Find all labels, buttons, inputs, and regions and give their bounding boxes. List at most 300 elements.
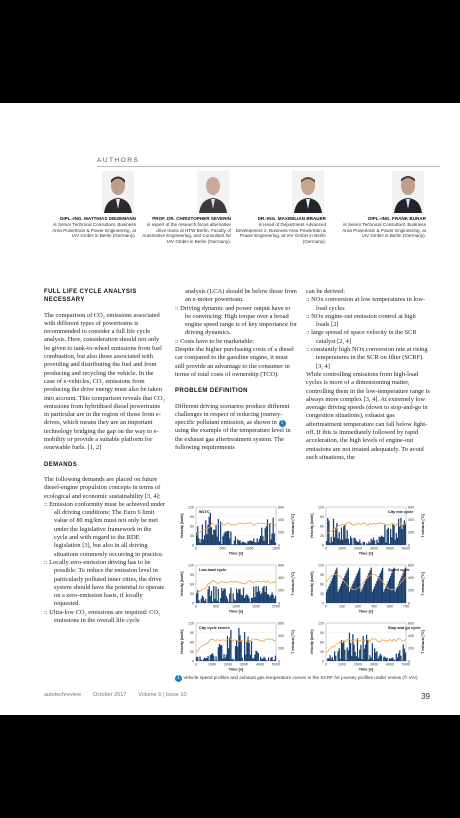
velocity-bar <box>237 647 238 661</box>
velocity-bar <box>202 524 203 545</box>
velocity-bar <box>381 570 382 603</box>
velocity-bar <box>377 659 378 661</box>
velocity-bar <box>213 656 214 661</box>
velocity-bar <box>363 542 364 545</box>
author-card <box>44 171 136 239</box>
velocity-bar <box>252 598 253 603</box>
velocity-bar <box>247 637 248 661</box>
velocity-bar <box>201 599 202 603</box>
velocity-bar <box>357 638 358 661</box>
velocity-bar <box>228 531 229 545</box>
author-bio: is expert of the research focus alternative drive trains at HTW Berlin, Faculty of Automotive Engineering, and Consultant for IAV GmbH in Berlin (Germany). <box>142 221 231 245</box>
y2-tick-label: 0 <box>408 543 410 548</box>
velocity-bar <box>361 659 362 661</box>
x-tick-label: 0 <box>325 662 327 667</box>
velocity-bar <box>238 589 239 603</box>
velocity-bar <box>383 592 384 603</box>
velocity-bar <box>360 592 361 603</box>
velocity-bar <box>263 657 264 661</box>
velocity-bar <box>345 660 346 661</box>
velocity-bar <box>261 593 262 603</box>
y-tick-label: 120 <box>188 563 194 568</box>
x-tick-label: 2000 <box>354 662 362 667</box>
list-item: :: Costs have to be marketable: <box>175 337 254 345</box>
velocity-bar <box>384 525 385 545</box>
velocity-bar <box>329 543 330 545</box>
velocity-bar <box>352 584 353 603</box>
velocity-bar <box>251 641 252 661</box>
velocity-bar <box>397 657 398 661</box>
velocity-bar <box>271 534 272 545</box>
velocity-bar <box>329 584 330 603</box>
velocity-bar <box>356 656 357 661</box>
velocity-bar <box>374 540 375 545</box>
velocity-bar <box>212 653 213 661</box>
x-tick-label: 0 <box>195 662 197 667</box>
velocity-bar <box>404 570 405 603</box>
velocity-bar <box>333 576 334 603</box>
y2-tick-label: 0 <box>408 601 410 606</box>
velocity-bar <box>196 657 197 661</box>
velocity-bar <box>340 539 341 545</box>
velocity-bar <box>246 594 247 603</box>
velocity-bar <box>219 602 220 603</box>
author-card <box>234 171 326 245</box>
velocity-bar <box>253 587 254 603</box>
velocity-bar <box>260 536 261 545</box>
velocity-bar <box>275 656 276 661</box>
velocity-bar <box>209 660 210 661</box>
velocity-bar <box>222 536 223 545</box>
journal-name: autotechreview <box>44 692 81 698</box>
velocity-bar <box>234 660 235 661</box>
velocity-bar <box>236 544 237 545</box>
y2-tick-label: 200 <box>408 588 414 593</box>
velocity-bar <box>207 589 208 603</box>
velocity-bar <box>379 536 380 545</box>
velocity-bar <box>257 651 258 661</box>
velocity-bar <box>343 578 344 603</box>
velocity-bar <box>363 636 364 661</box>
velocity-bar <box>275 596 276 603</box>
velocity-bar <box>230 532 231 545</box>
velocity-bar <box>355 652 356 661</box>
velocity-bar <box>245 542 246 545</box>
y2-tick-label: 0 <box>278 601 280 606</box>
velocity-bar <box>349 592 350 603</box>
velocity-bar <box>397 586 398 603</box>
velocity-bar <box>353 644 354 661</box>
velocity-bar <box>392 570 393 603</box>
velocity-bar <box>385 586 386 603</box>
velocity-bar <box>223 588 224 603</box>
y2-tick-label: 200 <box>278 530 284 535</box>
velocity-bar <box>331 581 332 603</box>
velocity-bar <box>396 589 397 603</box>
y2-tick-label: 600 <box>278 505 284 510</box>
velocity-bar <box>233 593 234 603</box>
velocity-bar <box>333 519 334 545</box>
x-tick-label: 3000 <box>370 662 378 667</box>
y-tick-label: 120 <box>318 563 324 568</box>
velocity-bar <box>341 527 342 545</box>
volume-issue: Volume 6 | Issue 10 <box>138 692 187 698</box>
velocity-bar <box>359 650 360 661</box>
velocity-bar <box>405 568 406 603</box>
velocity-bar <box>273 518 274 545</box>
velocity-bar <box>366 578 367 603</box>
y-tick-label: 0 <box>192 659 194 664</box>
y-tick-label: 90 <box>320 572 324 577</box>
velocity-bar <box>405 652 406 661</box>
y2-tick-label: 200 <box>408 646 414 651</box>
y-axis-label: Velocity [km/h] <box>310 629 314 655</box>
velocity-bar <box>328 658 329 661</box>
y2-tick-label: 400 <box>408 517 414 522</box>
velocity-bar <box>375 652 376 661</box>
velocity-bar <box>203 597 204 603</box>
velocity-bar <box>364 649 365 661</box>
velocity-bar <box>269 523 270 545</box>
velocity-bar <box>209 586 210 603</box>
velocity-bar <box>372 592 373 603</box>
velocity-bar <box>268 594 269 603</box>
x-tick-label: 1000 <box>245 546 254 551</box>
y2-tick-label: 600 <box>278 621 284 626</box>
velocity-bar <box>249 643 250 661</box>
velocity-bar <box>217 601 218 603</box>
velocity-bar <box>390 529 391 545</box>
velocity-bar <box>228 602 229 603</box>
velocity-bar <box>353 581 354 603</box>
y2-tick-label: 600 <box>408 563 414 568</box>
y2-tick-label: 200 <box>278 646 284 651</box>
y-tick-label: 120 <box>318 621 324 626</box>
velocity-bar <box>245 595 246 603</box>
cycle-label: Stop and go cycle <box>388 626 421 630</box>
velocity-bar <box>400 656 401 661</box>
velocity-bar <box>356 541 357 545</box>
velocity-bar <box>363 586 364 603</box>
velocity-bar <box>201 539 202 545</box>
velocity-bar <box>396 533 397 545</box>
velocity-bar <box>262 588 263 603</box>
velocity-bar <box>262 659 263 661</box>
velocity-bar <box>340 659 341 661</box>
velocity-bar <box>327 658 328 661</box>
y2-tick-label: 400 <box>278 575 284 580</box>
velocity-bar <box>332 657 333 661</box>
velocity-bar <box>355 538 356 545</box>
velocity-bar <box>334 573 335 603</box>
velocity-bar <box>252 658 253 661</box>
velocity-bar <box>403 644 404 661</box>
list-item: :: Emission conformity must be achieved under all driving conditions: The Euro 6 limit value of 80 mg/km must not only be met under the legislative framework in the cycle and with regard to the RDE legislation [3], but also in all driving situations commonly occurring in practice. <box>44 500 166 558</box>
velocity-bar <box>374 648 375 661</box>
velocity-bar <box>367 640 368 661</box>
velocity-bar <box>371 568 372 603</box>
cycle-label: Low-load cycle <box>199 568 227 572</box>
velocity-bar <box>253 538 254 545</box>
text-column-1 <box>44 288 166 625</box>
velocity-bar <box>260 594 261 603</box>
velocity-bar <box>271 592 272 603</box>
velocity-bar <box>384 589 385 603</box>
velocity-bar <box>266 586 267 603</box>
y2-axis-label: T exhaust [°C] <box>421 572 425 596</box>
velocity-bar <box>203 659 204 661</box>
velocity-bar <box>373 660 374 661</box>
velocity-bar <box>358 570 359 603</box>
velocity-bar <box>229 593 230 603</box>
velocity-bar <box>389 544 390 545</box>
y-tick-label: 30 <box>190 533 194 538</box>
velocity-bar <box>393 525 394 545</box>
y2-axis-label: T exhaust [°C] <box>291 630 295 654</box>
velocity-bar <box>213 586 214 603</box>
velocity-bar <box>377 543 378 545</box>
y2-tick-label: 400 <box>278 517 284 522</box>
velocity-bar <box>242 596 243 603</box>
velocity-bar <box>352 634 353 661</box>
velocity-bar <box>369 655 370 661</box>
x-axis-label: Time [s] <box>358 609 374 614</box>
velocity-bar <box>405 523 406 545</box>
velocity-bar <box>215 656 216 661</box>
velocity-bar <box>274 534 275 545</box>
velocity-bar <box>214 599 215 603</box>
x-axis-label: Time [s] <box>358 667 374 672</box>
x-tick-label: 5000 <box>402 662 410 667</box>
velocity-bar <box>220 598 221 603</box>
velocity-bar <box>229 638 230 661</box>
y-tick-label: 0 <box>322 659 324 664</box>
velocity-bar <box>359 568 360 603</box>
velocity-bar <box>336 568 337 603</box>
velocity-bar <box>351 656 352 661</box>
velocity-bar <box>230 588 231 603</box>
velocity-bar <box>209 517 210 545</box>
velocity-bar <box>339 589 340 603</box>
velocity-bar <box>207 656 208 661</box>
y-axis-label: Velocity [km/h] <box>180 571 184 597</box>
y2-axis-label: T exhaust [°C] <box>291 514 295 538</box>
velocity-bar <box>247 541 248 545</box>
velocity-bar <box>391 573 392 603</box>
velocity-bar <box>215 587 216 603</box>
velocity-bar <box>376 540 377 545</box>
y-tick-label: 30 <box>320 533 324 538</box>
paragraph: can be derived: <box>306 288 346 295</box>
velocity-bar <box>377 578 378 603</box>
velocity-bar <box>265 528 266 545</box>
velocity-bar <box>239 589 240 603</box>
velocity-bar <box>258 542 259 545</box>
velocity-bar <box>231 659 232 661</box>
y2-tick-label: 0 <box>278 543 280 548</box>
velocity-bar <box>388 581 389 603</box>
velocity-bar <box>382 568 383 603</box>
velocity-bar <box>215 525 216 545</box>
x-tick-label: 2000 <box>354 546 362 551</box>
velocity-bar <box>384 657 385 661</box>
x-axis-label: Time [s] <box>228 609 244 614</box>
velocity-bar <box>350 643 351 661</box>
velocity-bar <box>392 658 393 661</box>
velocity-bar <box>399 527 400 545</box>
velocity-bar <box>252 541 253 545</box>
velocity-bar <box>211 527 212 545</box>
velocity-bar <box>388 528 389 545</box>
velocity-bar <box>365 645 366 661</box>
velocity-bar <box>385 658 386 661</box>
y-axis-label: Velocity [km/h] <box>180 513 184 539</box>
velocity-bar <box>403 573 404 603</box>
velocity-bar <box>374 586 375 603</box>
x-tick-label: 5000 <box>272 662 280 667</box>
page-number: 39 <box>421 692 430 701</box>
velocity-bar <box>205 520 206 545</box>
velocity-bar <box>372 643 373 661</box>
velocity-bar <box>393 568 394 603</box>
velocity-bar <box>371 539 372 545</box>
velocity-bar <box>219 541 220 545</box>
velocity-bar <box>223 534 224 545</box>
velocity-bar <box>251 541 252 545</box>
velocity-bar <box>210 655 211 661</box>
velocity-bar <box>339 648 340 661</box>
y-axis-label: Velocity [km/h] <box>310 513 314 539</box>
velocity-bar <box>210 513 211 545</box>
velocity-bar <box>397 538 398 545</box>
author-name: DIPL.-ING. MATTHIAS DIEZEMANN <box>60 216 136 221</box>
x-tick-label: 0 <box>195 546 197 551</box>
velocity-bar <box>211 591 212 603</box>
velocity-bar <box>274 660 275 661</box>
velocity-bar <box>380 537 381 545</box>
cycle-label: WLTC <box>199 510 210 514</box>
velocity-bar <box>222 591 223 603</box>
author-name: PROF. DR. CHRISTOPHER SEVERIN <box>152 216 231 221</box>
y-tick-label: 90 <box>190 630 194 635</box>
authors-heading: AUTHORS <box>97 157 140 164</box>
x-tick-label: 750 <box>403 604 409 609</box>
velocity-bar <box>331 659 332 661</box>
velocity-bar <box>243 588 244 603</box>
velocity-bar <box>220 522 221 545</box>
velocity-bar <box>400 518 401 545</box>
velocity-bar <box>268 657 269 661</box>
velocity-bar <box>360 543 361 545</box>
paragraph: analysis (LCA) should be below those from an e-motor powertrain. <box>185 288 297 304</box>
velocity-bar <box>327 518 328 545</box>
velocity-bar <box>389 578 390 603</box>
velocity-bar <box>212 602 213 603</box>
velocity-bar <box>344 650 345 661</box>
x-tick-label: 0 <box>195 604 197 609</box>
velocity-bar <box>368 541 369 545</box>
velocity-bar <box>197 526 198 545</box>
velocity-bar <box>396 654 397 661</box>
velocity-bar <box>236 640 237 661</box>
figure-ref-badge: 1 <box>279 420 286 427</box>
velocity-bar <box>255 586 256 603</box>
velocity-bar <box>404 649 405 661</box>
velocity-bar <box>255 543 256 545</box>
velocity-bar <box>260 657 261 661</box>
velocity-bar <box>387 658 388 661</box>
velocity-bar <box>366 543 367 545</box>
velocity-bar <box>368 573 369 603</box>
author-photo <box>292 171 324 213</box>
velocity-bar <box>250 602 251 603</box>
velocity-bar <box>328 586 329 603</box>
velocity-bar <box>371 658 372 661</box>
velocity-bar <box>221 544 222 545</box>
y-tick-label: 60 <box>320 524 324 529</box>
velocity-bar <box>350 589 351 603</box>
velocity-bar <box>241 595 242 603</box>
velocity-bar <box>239 540 240 545</box>
velocity-bar <box>266 660 267 661</box>
velocity-bar <box>261 659 262 661</box>
cycle-chart <box>306 559 430 617</box>
velocity-bar <box>359 540 360 545</box>
velocity-bar <box>383 657 384 661</box>
velocity-bar <box>221 645 222 661</box>
velocity-bar <box>389 658 390 661</box>
velocity-bar <box>246 544 247 545</box>
x-axis-label: Time [s] <box>228 667 244 672</box>
cycle-label: City cycle severe <box>199 626 230 630</box>
y2-axis-label: T exhaust [°C] <box>421 630 425 654</box>
velocity-bar <box>254 655 255 661</box>
y-tick-label: 120 <box>318 505 324 510</box>
velocity-bar <box>258 586 259 603</box>
y-tick-label: 90 <box>320 630 324 635</box>
velocity-bar <box>237 593 238 603</box>
velocity-bar <box>365 581 366 603</box>
velocity-bar <box>360 645 361 661</box>
y-tick-label: 90 <box>190 514 194 519</box>
velocity-bar <box>228 648 229 661</box>
velocity-bar <box>387 529 388 545</box>
y-tick-label: 90 <box>190 572 194 577</box>
paragraph: While controlling emissions from high-load cycles is more of a dimensioning matter, controlling them in the low-temperature range is always more complex [3, 4]. At extremely low average driving speeds (down to stop-and-go in congestion situations), exhaust gas aftertreatment temperature can fall below light-off. If this is immediately followed by rapid acceleration, the high levels of engine-out emissions are not treated adequately. To avoid such situations, the <box>306 370 430 461</box>
velocity-bar <box>403 524 404 545</box>
cycle-chart <box>306 501 430 559</box>
velocity-bar <box>218 647 219 661</box>
velocity-bar <box>206 658 207 661</box>
velocity-bar <box>343 641 344 661</box>
velocity-bar <box>241 641 242 661</box>
x-tick-label: 600 <box>387 604 393 609</box>
y2-tick-label: 400 <box>408 575 414 580</box>
velocity-bar <box>275 543 276 545</box>
x-tick-label: 1000 <box>232 604 240 609</box>
velocity-bar <box>258 653 259 661</box>
velocity-bar <box>213 530 214 545</box>
author-photo <box>197 171 229 213</box>
y-axis-label: Velocity [km/h] <box>310 571 314 597</box>
cycle-chart <box>176 501 300 559</box>
section-heading: PROBLEM DEFINITION <box>175 388 248 395</box>
velocity-bar <box>225 658 226 661</box>
cycle-chart <box>176 617 300 675</box>
velocity-bar <box>353 538 354 545</box>
velocity-bar <box>221 588 222 603</box>
y-tick-label: 30 <box>320 649 324 654</box>
